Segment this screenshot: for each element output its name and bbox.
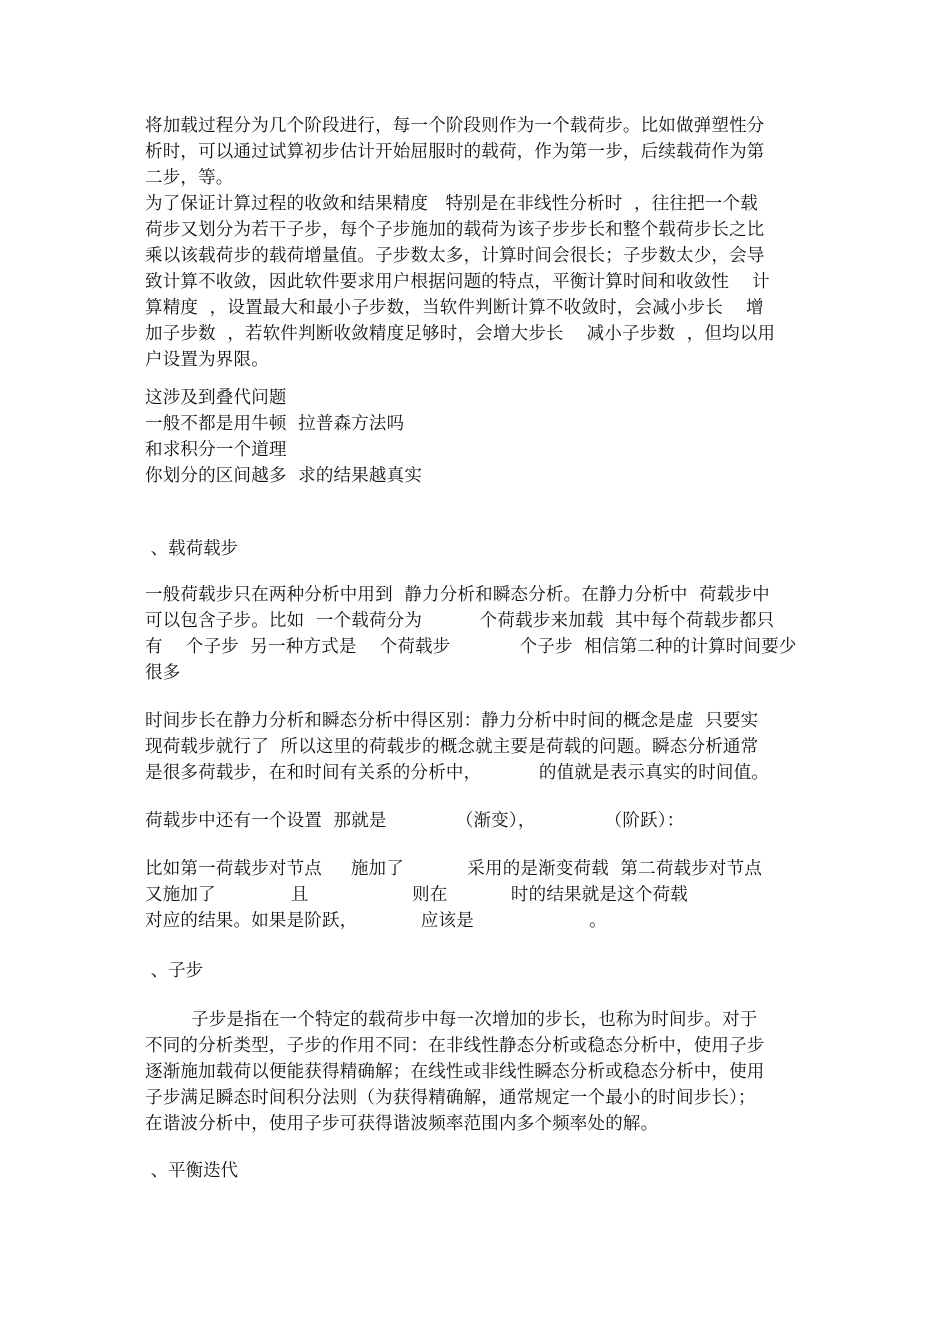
- paragraph-4-line-4: 很多: [145, 663, 181, 683]
- paragraph-5-line-1: 时间步长在静力分析和瞬态分析中得区别：静力分析中时间的概念是虚 只要实: [145, 711, 759, 731]
- paragraph-2-line-1: 为了保证计算过程的收敛和结果精度 特别是在非线性分析时 ，往往把一个载: [145, 194, 758, 214]
- paragraph-1-line-1: 将加载过程分为几个阶段进行，每一个阶段则作为一个载荷步。比如做弹塑性分: [145, 116, 765, 136]
- paragraph-2-line-4: 致计算不收敛，因此软件要求用户根据问题的特点，平衡计算时间和收敛性 计: [145, 272, 770, 292]
- paragraph-2-line-5: 算精度 ，设置最大和最小子步数，当软件判断计算不收敛时，会减小步长 增: [145, 298, 764, 318]
- paragraph-7-line-2: 又施加了 且 则在 时的结果就是这个荷载: [145, 885, 688, 905]
- paragraph-8-line-5: 在谐波分析中，使用子步可获得谐波频率范围内多个频率处的解。: [145, 1114, 659, 1134]
- paragraph-4-line-3: 有 个子步 另一种方式是 个荷载步 个子步 相信第二种的计算时间要少: [145, 637, 797, 657]
- paragraph-8-line-2: 不同的分析类型，子步的作用不同：在非线性静态分析或稳态分析中，使用子步: [145, 1036, 765, 1056]
- paragraph-3-line-1: 这涉及到叠代问题: [145, 388, 287, 408]
- paragraph-2-line-3: 乘以该载荷步的载荷增量值。子步数太多，计算时间会很长；子步数太少，会导: [145, 246, 765, 266]
- paragraph-8-line-3: 逐渐施加载荷以便能获得精确解；在线性或非线性瞬态分析或稳态分析中，使用: [145, 1062, 765, 1082]
- paragraph-3-line-3: 和求积分一个道理: [145, 440, 287, 460]
- paragraph-4-line-2: 可以包含子步。比如 一个载荷分为 个荷载步来加载 其中每个荷载步都只: [145, 611, 775, 631]
- paragraph-3-line-4: 你划分的区间越多 求的结果越真实: [145, 466, 423, 486]
- paragraph-5-line-2: 现荷载步就行了 所以这里的荷载步的概念就主要是荷载的问题。瞬态分析通常: [145, 737, 759, 757]
- paragraph-5-line-3: 是很多荷载步，在和时间有关系的分析中， 的值就是表示真实的时间值。: [145, 763, 770, 783]
- section-heading-substep: 、子步: [145, 961, 204, 981]
- paragraph-4-line-1: 一般荷载步只在两种分析中用到 静力分析和瞬态分析。在静力分析中 荷载步中: [145, 585, 770, 605]
- paragraph-6-line-1: 荷载步中还有一个设置 那就是 （渐变）， （阶跃）：: [145, 811, 685, 831]
- paragraph-1-line-2: 析时，可以通过试算初步估计开始屈服时的载荷，作为第一步，后续载荷作为第: [145, 142, 765, 162]
- section-heading-equilibrium-iteration: 、平衡迭代: [145, 1161, 239, 1181]
- paragraph-7-line-3: 对应的结果。如果是阶跃， 应该是 。: [145, 911, 607, 931]
- paragraph-8-line-4: 子步满足瞬态时间积分法则（为获得精确解，通常规定一个最小的时间步长）；: [145, 1088, 756, 1108]
- section-heading-load-step: 、载荷载步: [145, 539, 239, 559]
- paragraph-2-line-2: 荷步又划分为若干子步，每个子步施加的载荷为该子步步长和整个载荷步长之比: [145, 220, 765, 240]
- paragraph-2-line-7: 户设置为界限。: [145, 350, 269, 370]
- paragraph-2-line-6: 加子步数 ，若软件判断收敛精度足够时，会增大步长 减小子步数 ，但均以用: [145, 324, 776, 344]
- paragraph-7-line-1: 比如第一荷载步对节点 施加了 采用的是渐变荷载 第二荷载步对节点: [145, 859, 763, 879]
- paragraph-8-line-1: 子步是指在一个特定的载荷步中每一次增加的步长，也称为时间步。对于: [145, 1010, 758, 1030]
- paragraph-3-line-2: 一般不都是用牛顿 拉普森方法吗: [145, 414, 405, 434]
- paragraph-1-line-3: 二步，等。: [145, 168, 234, 188]
